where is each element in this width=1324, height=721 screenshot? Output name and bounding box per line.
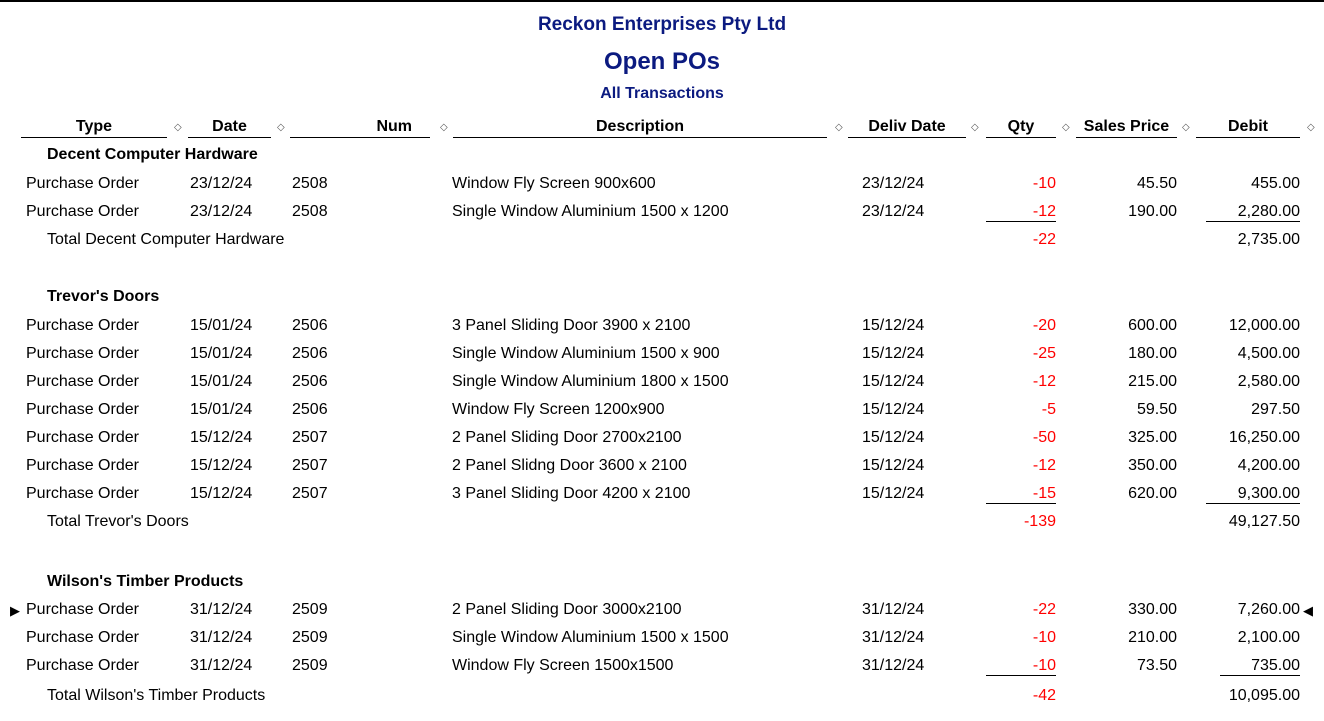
cell-qty: -12 — [986, 203, 1056, 222]
cell-description: 3 Panel Sliding Door 3900 x 2100 — [452, 317, 691, 334]
table-row-selected[interactable] — [0, 601, 1324, 629]
cell-num: 2506 — [292, 401, 328, 418]
cell-type: Purchase Order — [26, 401, 139, 418]
cell-qty: -12 — [1032, 457, 1056, 474]
column-header-deliv-date[interactable]: Deliv Date — [848, 118, 966, 138]
total-row[interactable] — [0, 513, 1324, 541]
total-debit: 10,095.00 — [1228, 687, 1300, 704]
cell-qty: -5 — [1041, 401, 1056, 418]
cell-description: Single Window Aluminium 1800 x 1500 — [452, 373, 729, 390]
cell-num: 2509 — [292, 629, 328, 646]
cell-date: 31/12/24 — [190, 601, 253, 618]
cell-qty: -10 — [1032, 175, 1056, 192]
cell-type: Purchase Order — [26, 629, 139, 646]
cell-debit: 12,000.00 — [1228, 317, 1300, 334]
cell-debit: 297.50 — [1251, 401, 1300, 418]
cell-date: 23/12/24 — [190, 175, 253, 192]
cell-debit: 2,100.00 — [1237, 629, 1300, 646]
cell-date: 15/12/24 — [190, 429, 253, 446]
cell-num: 2506 — [292, 345, 328, 362]
diamond-icon[interactable]: ◇ — [1307, 122, 1315, 133]
total-debit: 49,127.50 — [1228, 513, 1300, 530]
column-header-num[interactable]: Num — [290, 118, 430, 138]
group-header: Wilson's Timber Products — [47, 573, 244, 590]
cell-type: Purchase Order — [26, 657, 139, 674]
cell-date: 23/12/24 — [190, 203, 253, 220]
table-row[interactable] — [0, 457, 1324, 485]
cell-num: 2509 — [292, 601, 328, 618]
diamond-icon[interactable]: ◇ — [1182, 122, 1190, 133]
top-border — [0, 0, 1324, 2]
column-header-type[interactable]: Type — [21, 118, 167, 138]
cell-num: 2507 — [292, 429, 328, 446]
table-row[interactable] — [0, 401, 1324, 429]
cell-date: 15/01/24 — [190, 317, 253, 334]
cell-type: Purchase Order — [26, 203, 139, 220]
total-qty: -22 — [1032, 231, 1056, 248]
cell-deliv-date: 15/12/24 — [862, 457, 925, 474]
cell-debit: 16,250.00 — [1228, 429, 1300, 446]
cell-qty: -50 — [1032, 429, 1056, 446]
cell-sales-price: 600.00 — [1128, 317, 1177, 334]
cell-description: Single Window Aluminium 1500 x 1500 — [452, 629, 729, 646]
diamond-icon[interactable]: ◇ — [277, 122, 285, 133]
table-row[interactable] — [0, 629, 1324, 657]
cell-qty: -12 — [1032, 373, 1056, 390]
cell-debit: 735.00 — [1220, 657, 1300, 676]
cell-description: Window Fly Screen 1200x900 — [452, 401, 665, 418]
total-label: Total Decent Computer Hardware — [47, 231, 285, 248]
column-header-date[interactable]: Date — [188, 118, 271, 138]
cell-num: 2507 — [292, 485, 328, 502]
cell-type: Purchase Order — [26, 345, 139, 362]
cell-date: 15/01/24 — [190, 401, 253, 418]
diamond-icon[interactable]: ◇ — [1062, 122, 1070, 133]
cell-qty: -20 — [1032, 317, 1056, 334]
diamond-icon[interactable]: ◇ — [971, 122, 979, 133]
total-row[interactable] — [0, 687, 1324, 715]
table-row[interactable] — [0, 317, 1324, 345]
column-header-qty[interactable]: Qty — [986, 118, 1056, 138]
cell-qty: -10 — [986, 657, 1056, 676]
cell-deliv-date: 15/12/24 — [862, 401, 925, 418]
cell-sales-price: 330.00 — [1128, 601, 1177, 618]
cell-qty: -15 — [986, 485, 1056, 504]
cell-type: Purchase Order — [26, 175, 139, 192]
cell-debit: 455.00 — [1251, 175, 1300, 192]
total-debit: 2,735.00 — [1237, 231, 1300, 248]
cell-qty: -10 — [1032, 629, 1056, 646]
cell-type: Purchase Order — [26, 485, 139, 502]
cell-type: Purchase Order — [26, 317, 139, 334]
cell-debit: 7,260.00 — [1237, 601, 1300, 618]
triangle-left-icon: ◀ — [1303, 603, 1313, 618]
cell-sales-price: 45.50 — [1136, 175, 1177, 192]
cell-date: 31/12/24 — [190, 657, 253, 674]
cell-description: Window Fly Screen 900x600 — [452, 175, 656, 192]
cell-date: 15/12/24 — [190, 457, 253, 474]
cell-sales-price: 620.00 — [1128, 485, 1177, 502]
cell-deliv-date: 15/12/24 — [862, 373, 925, 390]
cell-sales-price: 190.00 — [1128, 203, 1177, 220]
cell-num: 2507 — [292, 457, 328, 474]
report-title: Open POs — [603, 48, 721, 75]
report-subtitle: All Transactions — [600, 85, 724, 102]
company-name: Reckon Enterprises Pty Ltd — [537, 14, 787, 35]
diamond-icon[interactable]: ◇ — [174, 122, 182, 133]
cell-deliv-date: 15/12/24 — [862, 345, 925, 362]
column-header-debit[interactable]: Debit — [1196, 118, 1300, 138]
cell-deliv-date: 31/12/24 — [862, 601, 925, 618]
table-row[interactable] — [0, 485, 1324, 513]
cell-debit: 4,200.00 — [1237, 457, 1300, 474]
cell-debit: 2,280.00 — [1206, 203, 1300, 222]
cell-debit: 4,500.00 — [1237, 345, 1300, 362]
cell-description: Single Window Aluminium 1500 x 900 — [452, 345, 720, 362]
table-row[interactable] — [0, 373, 1324, 401]
cell-deliv-date: 15/12/24 — [862, 429, 925, 446]
group-header: Trevor's Doors — [47, 288, 160, 305]
cell-description: 2 Panel Sliding Door 3000x2100 — [452, 601, 682, 618]
cell-type: Purchase Order — [26, 429, 139, 446]
triangle-right-icon: ▶ — [10, 603, 20, 618]
cell-sales-price: 325.00 — [1128, 429, 1177, 446]
cell-type: Purchase Order — [26, 601, 139, 618]
cell-date: 15/12/24 — [190, 485, 253, 502]
table-row[interactable] — [0, 203, 1324, 231]
cell-sales-price: 59.50 — [1136, 401, 1177, 418]
total-qty: -139 — [1023, 513, 1056, 530]
cell-debit: 2,580.00 — [1237, 373, 1300, 390]
cell-sales-price: 180.00 — [1128, 345, 1177, 362]
column-header-sales-price[interactable]: Sales Price — [1076, 118, 1177, 138]
cell-deliv-date: 31/12/24 — [862, 629, 925, 646]
cell-qty: -25 — [1032, 345, 1056, 362]
cell-type: Purchase Order — [26, 457, 139, 474]
cell-description: Window Fly Screen 1500x1500 — [452, 657, 674, 674]
cell-deliv-date: 15/12/24 — [862, 485, 925, 502]
cell-sales-price: 215.00 — [1128, 373, 1177, 390]
cell-description: 2 Panel Sliding Door 2700x2100 — [452, 429, 682, 446]
cell-type: Purchase Order — [26, 373, 139, 390]
table-row[interactable] — [0, 657, 1324, 685]
cell-debit: 9,300.00 — [1206, 485, 1300, 504]
cell-deliv-date: 31/12/24 — [862, 657, 925, 674]
cell-num: 2506 — [292, 373, 328, 390]
cell-date: 15/01/24 — [190, 345, 253, 362]
total-label: Total Trevor's Doors — [47, 513, 189, 530]
cell-description: 3 Panel Sliding Door 4200 x 2100 — [452, 485, 691, 502]
cell-deliv-date: 15/12/24 — [862, 317, 925, 334]
total-label: Total Wilson's Timber Products — [47, 687, 266, 704]
total-qty: -42 — [1032, 687, 1056, 704]
cell-num: 2509 — [292, 657, 328, 674]
cell-sales-price: 73.50 — [1136, 657, 1177, 674]
cell-date: 31/12/24 — [190, 629, 253, 646]
table-row[interactable] — [0, 175, 1324, 203]
group-header: Decent Computer Hardware — [47, 146, 258, 163]
diamond-icon[interactable]: ◇ — [835, 122, 843, 133]
diamond-icon[interactable]: ◇ — [440, 122, 448, 133]
cell-num: 2508 — [292, 203, 328, 220]
cell-sales-price: 210.00 — [1128, 629, 1177, 646]
cell-sales-price: 350.00 — [1128, 457, 1177, 474]
cell-num: 2508 — [292, 175, 328, 192]
cell-description: 2 Panel Slidng Door 3600 x 2100 — [452, 457, 687, 474]
column-header-description[interactable]: Description — [453, 118, 827, 138]
cell-qty: -22 — [1032, 601, 1056, 618]
table-row[interactable] — [0, 345, 1324, 373]
cell-date: 15/01/24 — [190, 373, 253, 390]
cell-num: 2506 — [292, 317, 328, 334]
total-row[interactable] — [0, 231, 1324, 259]
cell-deliv-date: 23/12/24 — [862, 175, 925, 192]
cell-description: Single Window Aluminium 1500 x 1200 — [452, 203, 729, 220]
table-row[interactable] — [0, 429, 1324, 457]
cell-deliv-date: 23/12/24 — [862, 203, 925, 220]
